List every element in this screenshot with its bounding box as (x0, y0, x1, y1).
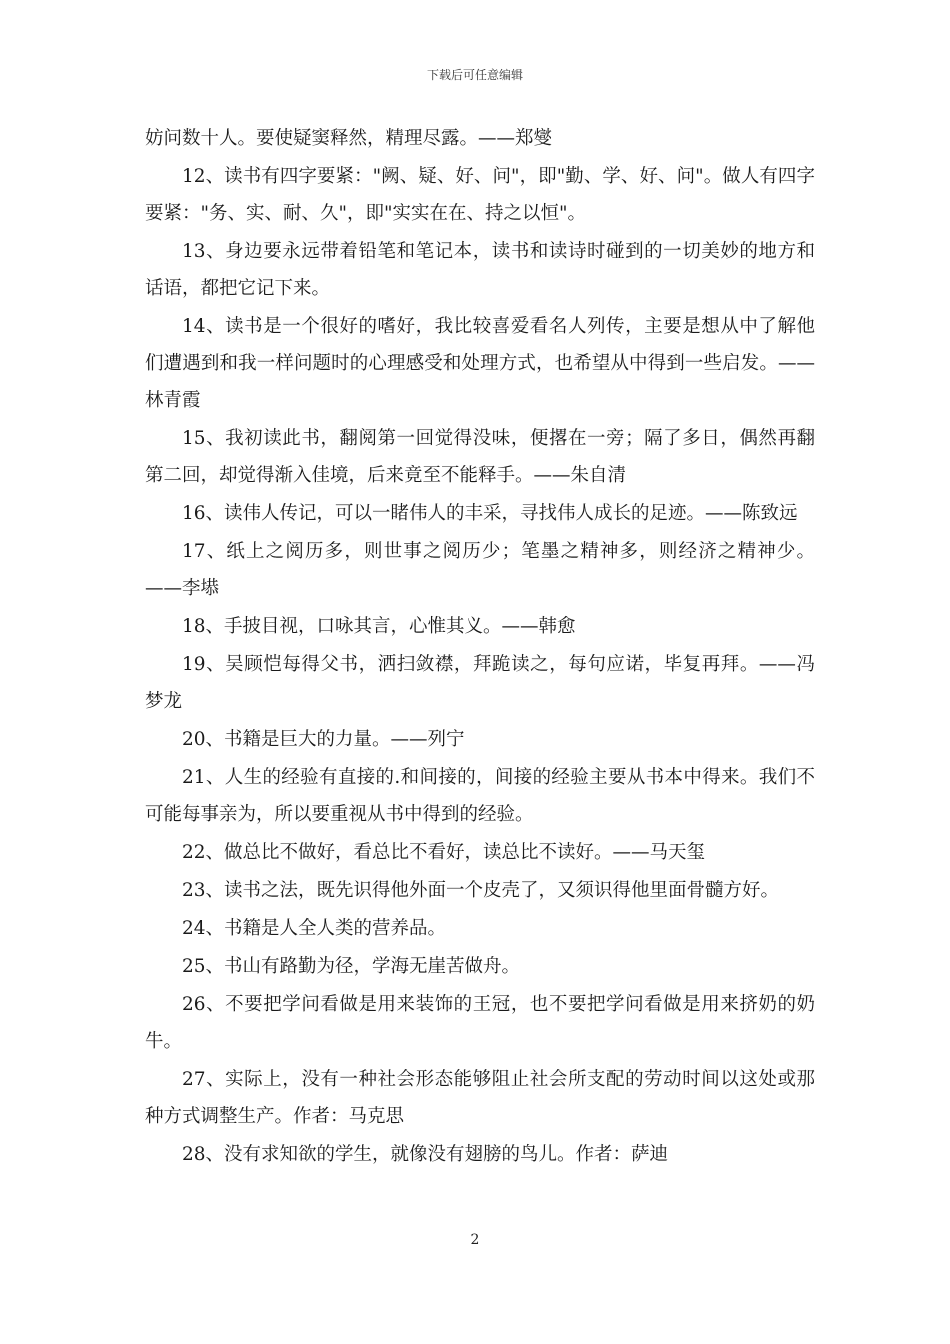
paragraph: 20、书籍是巨大的力量。——列宁 (182, 729, 465, 750)
paragraph: 13、身边要永远带着铅笔和笔记本，读书和读诗时碰到的一切美妙的地方和话语，都把它记下来。 (145, 241, 815, 299)
paragraph: 18、手披目视，口咏其言，心惟其义。——韩愈 (182, 616, 576, 637)
page-number: 2 (470, 1232, 480, 1248)
paragraph: 24、书籍是人全人类的营养品。 (182, 918, 447, 939)
page-header: 下载后可任意编辑 (426, 68, 523, 82)
paragraph: 妨问数十人。要使疑窦释然，精理尽露。——郑燮 (145, 128, 553, 149)
paragraph: 12、读书有四字要紧："阙、疑、好、问"，即"勤、学、好、问"。做人有四字要紧："务、实、耐、久"，即"实实在在、持之以恒"。 (145, 166, 815, 224)
paragraph: 25、书山有路勤为径，学海无崖苦做舟。 (182, 956, 521, 977)
paragraph: 28、没有求知欲的学生，就像没有翅膀的鸟儿。作者：萨迪 (182, 1144, 669, 1165)
paragraph: 21、人生的经验有直接的.和间接的，间接的经验主要从书本中得来。我们不可能每事亲为，所以要重视从书中得到的经验。 (145, 767, 815, 825)
paragraph: 17、纸上之阅历多，则世事之阅历少；笔墨之精神多，则经济之精神少。——李塨 (145, 541, 815, 599)
paragraph: 16、读伟人传记，可以一睹伟人的丰采，寻找伟人成长的足迹。——陈致远 (182, 503, 798, 524)
paragraph: 19、吴顾恺每得父书，洒扫敛襟，拜跪读之，每句应诺，毕复再拜。——冯梦龙 (145, 654, 815, 712)
paragraph: 23、读书之法，既先识得他外面一个皮壳了，又须识得他里面骨髓方好。 (182, 880, 780, 901)
paragraph: 14、读书是一个很好的嗜好，我比较喜爱看名人列传，主要是想从中了解他们遭遇到和我一样问题时的心理感受和处理方式，也希望从中得到一些启发。——林青霞 (145, 316, 815, 411)
paragraph: 15、我初读此书，翻阅第一回觉得没味，便撂在一旁；隔了多日，偶然再翻第二回，却觉得渐入佳境，后来竟至不能释手。——朱自清 (145, 428, 815, 486)
paragraph: 26、不要把学问看做是用来装饰的王冠，也不要把学问看做是用来挤奶的奶牛。 (145, 994, 815, 1052)
paragraph: 27、实际上，没有一种社会形态能够阻止社会所支配的劳动时间以这处或那种方式调整生产。作者：马克思 (145, 1069, 815, 1127)
document-body (145, 120, 815, 1174)
paragraph: 22、做总比不做好，看总比不看好，读总比不读好。——马天玺 (182, 842, 706, 863)
